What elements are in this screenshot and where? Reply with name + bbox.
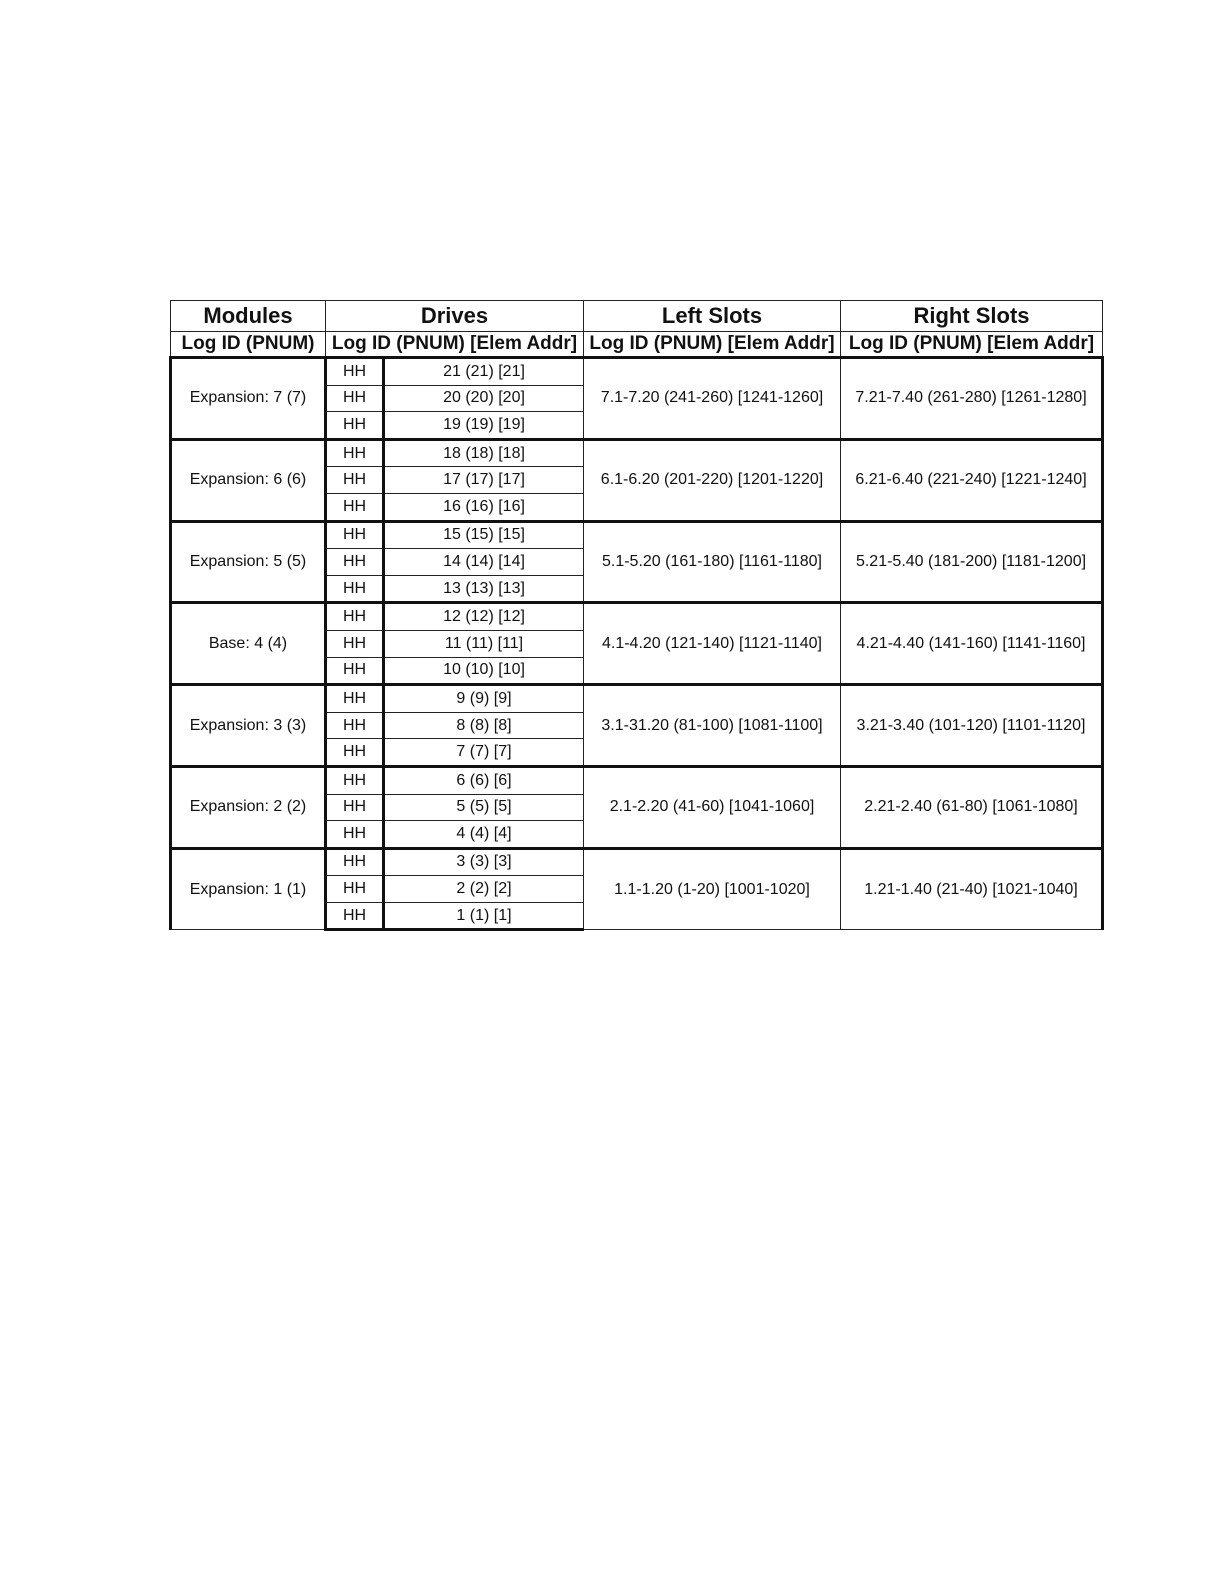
left-slots-header: Left Slots <box>584 301 841 332</box>
module-cell: Base: 4 (4) <box>171 603 326 685</box>
drive-id-cell: 9 (9) [9] <box>384 685 584 713</box>
module-cell: Expansion: 1 (1) <box>171 848 326 930</box>
left-slots-cell: 1.1-1.20 (1-20) [1001-1020] <box>584 848 841 930</box>
drive-id-cell: 19 (19) [19] <box>384 412 584 440</box>
drive-id-cell: 10 (10) [10] <box>384 657 584 685</box>
drive-row <box>171 685 1103 713</box>
module-cell: Expansion: 6 (6) <box>171 439 326 521</box>
drive-type-cell: HH <box>326 439 384 467</box>
drive-type-cell: HH <box>326 712 384 739</box>
drive-id-cell: 16 (16) [16] <box>384 493 584 521</box>
drive-row <box>171 358 1103 386</box>
drive-type-cell: HH <box>326 848 384 876</box>
drive-row <box>171 521 1103 549</box>
subheader-row <box>171 332 1103 358</box>
drive-type-cell: HH <box>326 549 384 576</box>
drive-type-cell: HH <box>326 412 384 440</box>
module-cell: Expansion: 3 (3) <box>171 685 326 767</box>
drive-id-cell: 4 (4) [4] <box>384 821 584 849</box>
drive-type-cell: HH <box>326 821 384 849</box>
drive-row <box>171 848 1103 876</box>
drive-id-cell: 13 (13) [13] <box>384 575 584 603</box>
left-slots-cell: 3.1-31.20 (81-100) [1081-1100] <box>584 685 841 767</box>
drive-type-cell: HH <box>326 794 384 821</box>
drive-type-cell: HH <box>326 657 384 685</box>
right-slots-cell: 1.21-1.40 (21-40) [1021-1040] <box>841 848 1103 930</box>
drive-id-cell: 14 (14) [14] <box>384 549 584 576</box>
drive-row <box>171 766 1103 794</box>
drive-id-cell: 6 (6) [6] <box>384 766 584 794</box>
drive-id-cell: 21 (21) [21] <box>384 358 584 386</box>
module-cell: Expansion: 2 (2) <box>171 766 326 848</box>
right-slots-cell: 2.21-2.40 (61-80) [1061-1080] <box>841 766 1103 848</box>
drive-id-cell: 7 (7) [7] <box>384 739 584 767</box>
drive-type-cell: HH <box>326 467 384 494</box>
drive-id-cell: 15 (15) [15] <box>384 521 584 549</box>
drive-id-cell: 3 (3) [3] <box>384 848 584 876</box>
left-slots-cell: 2.1-2.20 (41-60) [1041-1060] <box>584 766 841 848</box>
drive-type-cell: HH <box>326 766 384 794</box>
drive-type-cell: HH <box>326 358 384 386</box>
right-slots-subheader: Log ID (PNUM) [Elem Addr] <box>841 332 1103 358</box>
drive-id-cell: 1 (1) [1] <box>384 902 584 930</box>
right-slots-cell: 5.21-5.40 (181-200) [1181-1200] <box>841 521 1103 603</box>
drive-id-cell: 18 (18) [18] <box>384 439 584 467</box>
drive-id-cell: 11 (11) [11] <box>384 630 584 657</box>
left-slots-cell: 5.1-5.20 (161-180) [1161-1180] <box>584 521 841 603</box>
drives-header: Drives <box>326 301 584 332</box>
left-slots-cell: 7.1-7.20 (241-260) [1241-1260] <box>584 358 841 440</box>
right-slots-cell: 6.21-6.40 (221-240) [1221-1240] <box>841 439 1103 521</box>
left-slots-subheader: Log ID (PNUM) [Elem Addr] <box>584 332 841 358</box>
drive-id-cell: 2 (2) [2] <box>384 876 584 903</box>
header-row <box>171 301 1103 332</box>
drive-id-cell: 20 (20) [20] <box>384 385 584 412</box>
module-cell: Expansion: 7 (7) <box>171 358 326 440</box>
drive-type-cell: HH <box>326 521 384 549</box>
right-slots-cell: 7.21-7.40 (261-280) [1261-1280] <box>841 358 1103 440</box>
drive-type-cell: HH <box>326 385 384 412</box>
drive-type-cell: HH <box>326 876 384 903</box>
drive-type-cell: HH <box>326 685 384 713</box>
drive-type-cell: HH <box>326 603 384 631</box>
module-cell: Expansion: 5 (5) <box>171 521 326 603</box>
drive-row <box>171 603 1103 631</box>
modules-subheader: Log ID (PNUM) <box>171 332 326 358</box>
right-slots-cell: 3.21-3.40 (101-120) [1101-1120] <box>841 685 1103 767</box>
drive-id-cell: 5 (5) [5] <box>384 794 584 821</box>
right-slots-header: Right Slots <box>841 301 1103 332</box>
drive-type-cell: HH <box>326 902 384 930</box>
drive-type-cell: HH <box>326 493 384 521</box>
drives-subheader: Log ID (PNUM) [Elem Addr] <box>326 332 584 358</box>
module-slot-map-table <box>169 300 1104 931</box>
drive-type-cell: HH <box>326 739 384 767</box>
drive-id-cell: 8 (8) [8] <box>384 712 584 739</box>
drive-type-cell: HH <box>326 630 384 657</box>
drive-id-cell: 17 (17) [17] <box>384 467 584 494</box>
drive-type-cell: HH <box>326 575 384 603</box>
modules-header: Modules <box>171 301 326 332</box>
left-slots-cell: 4.1-4.20 (121-140) [1121-1140] <box>584 603 841 685</box>
drive-id-cell: 12 (12) [12] <box>384 603 584 631</box>
left-slots-cell: 6.1-6.20 (201-220) [1201-1220] <box>584 439 841 521</box>
drive-row <box>171 439 1103 467</box>
right-slots-cell: 4.21-4.40 (141-160) [1141-1160] <box>841 603 1103 685</box>
